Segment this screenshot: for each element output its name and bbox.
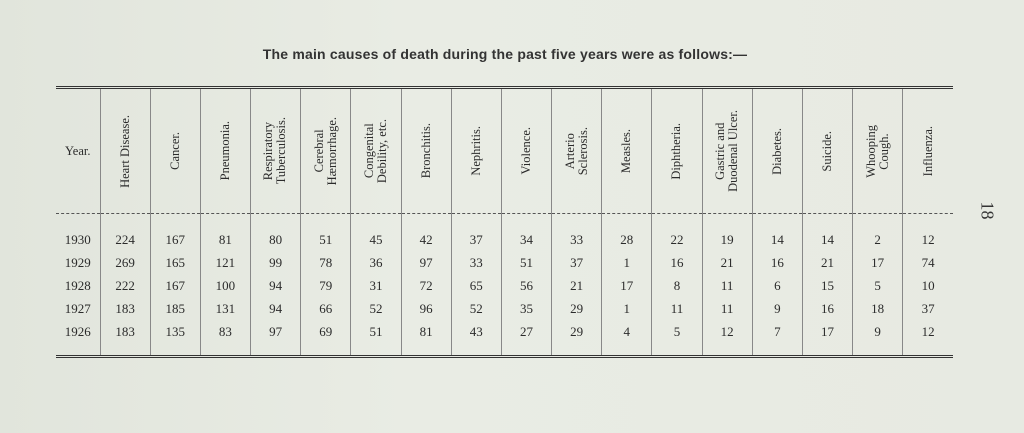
- value-cell: 9: [853, 320, 903, 357]
- value-cell: 81: [401, 320, 451, 357]
- value-cell: 66: [301, 297, 351, 320]
- value-cell: 5: [853, 274, 903, 297]
- year-cell: 1926: [56, 320, 100, 357]
- value-cell: 27: [501, 320, 551, 357]
- value-cell: 28: [602, 214, 652, 252]
- table-row: [56, 297, 953, 320]
- table-row: [56, 214, 953, 252]
- value-cell: 1: [602, 297, 652, 320]
- value-cell: 81: [200, 214, 250, 252]
- value-cell: 14: [752, 214, 802, 252]
- value-cell: 9: [752, 297, 802, 320]
- value-cell: 5: [652, 320, 702, 357]
- value-cell: 35: [501, 297, 551, 320]
- column-header-label: Arterio Sclerosis.: [562, 126, 590, 176]
- value-cell: 100: [200, 274, 250, 297]
- value-cell: 36: [351, 251, 401, 274]
- column-header: [251, 88, 301, 214]
- column-header: [702, 88, 752, 214]
- value-cell: 78: [301, 251, 351, 274]
- value-cell: 18: [853, 297, 903, 320]
- value-cell: 12: [903, 320, 953, 357]
- column-header-label: Cerebral Hæmorrhage.: [311, 116, 339, 186]
- column-header: [802, 88, 852, 214]
- value-cell: 224: [100, 214, 150, 252]
- value-cell: 79: [301, 274, 351, 297]
- value-cell: 17: [802, 320, 852, 357]
- column-header: [602, 88, 652, 214]
- value-cell: 2: [853, 214, 903, 252]
- value-cell: 183: [100, 320, 150, 357]
- value-cell: 37: [451, 214, 501, 252]
- year-column-header: Year.: [56, 88, 100, 214]
- value-cell: 121: [200, 251, 250, 274]
- value-cell: 183: [100, 297, 150, 320]
- value-cell: 167: [150, 274, 200, 297]
- table-body: [56, 214, 953, 357]
- value-cell: 131: [200, 297, 250, 320]
- value-cell: 34: [501, 214, 551, 252]
- value-cell: 43: [451, 320, 501, 357]
- value-cell: 83: [200, 320, 250, 357]
- column-header: [552, 88, 602, 214]
- value-cell: 72: [401, 274, 451, 297]
- value-cell: 16: [802, 297, 852, 320]
- column-header: [351, 88, 401, 214]
- column-header-label: Congenital Debility, etc.: [361, 118, 389, 184]
- value-cell: 51: [301, 214, 351, 252]
- column-header-label: Suicide.: [819, 130, 834, 172]
- value-cell: 52: [451, 297, 501, 320]
- value-cell: 96: [401, 297, 451, 320]
- column-header-label: Whooping Cough.: [863, 124, 891, 178]
- column-header-label: Bronchitis.: [418, 123, 433, 179]
- value-cell: 80: [251, 214, 301, 252]
- value-cell: 12: [702, 320, 752, 357]
- column-header-label: Diabetes.: [769, 127, 784, 175]
- value-cell: 37: [552, 251, 602, 274]
- value-cell: 11: [652, 297, 702, 320]
- column-header-label: Respiratory Tuberculosis.: [261, 117, 289, 185]
- value-cell: 17: [602, 274, 652, 297]
- value-cell: 1: [602, 251, 652, 274]
- value-cell: 21: [802, 251, 852, 274]
- value-cell: 12: [903, 214, 953, 252]
- header-row: [56, 88, 953, 214]
- value-cell: 31: [351, 274, 401, 297]
- column-header: [501, 88, 551, 214]
- column-header: [150, 88, 200, 214]
- year-cell: 1927: [64, 300, 91, 316]
- value-cell: 29: [552, 297, 602, 320]
- column-header-label: Influenza.: [920, 125, 935, 177]
- column-header-label: Pneumonia.: [217, 121, 232, 181]
- value-cell: 45: [351, 214, 401, 252]
- column-header: [200, 88, 250, 214]
- column-header: [903, 88, 953, 214]
- value-cell: 11: [702, 274, 752, 297]
- value-cell: 11: [702, 297, 752, 320]
- value-cell: 19: [702, 214, 752, 252]
- value-cell: 94: [251, 274, 301, 297]
- value-cell: 269: [100, 251, 150, 274]
- value-cell: 185: [150, 297, 200, 320]
- column-header: [652, 88, 702, 214]
- value-cell: 222: [100, 274, 150, 297]
- value-cell: 22: [652, 214, 702, 252]
- value-cell: 94: [251, 297, 301, 320]
- column-header: [451, 88, 501, 214]
- value-cell: 74: [903, 251, 953, 274]
- value-cell: 165: [150, 251, 200, 274]
- value-cell: 8: [652, 274, 702, 297]
- column-header-label: Heart Disease.: [117, 114, 132, 188]
- value-cell: 21: [552, 274, 602, 297]
- value-cell: 97: [401, 251, 451, 274]
- value-cell: 99: [251, 251, 301, 274]
- value-cell: 42: [401, 214, 451, 252]
- column-header-label: Measles.: [619, 128, 634, 174]
- column-header-label: Gastric and Duodenal Ulcer.: [713, 110, 741, 192]
- table-row: [56, 274, 953, 297]
- year-cell: 1928: [64, 277, 91, 293]
- value-cell: 167: [150, 214, 200, 252]
- value-cell: 14: [802, 214, 852, 252]
- table-row: [56, 251, 953, 274]
- value-cell: 17: [853, 251, 903, 274]
- value-cell: 6: [752, 274, 802, 297]
- column-header-label: Diphtheria.: [669, 122, 684, 180]
- value-cell: 16: [752, 251, 802, 274]
- value-cell: 7: [752, 320, 802, 357]
- value-cell: 4: [602, 320, 652, 357]
- column-header: [752, 88, 802, 214]
- value-cell: 65: [451, 274, 501, 297]
- value-cell: 15: [802, 274, 852, 297]
- causes-of-death-table: [56, 86, 953, 358]
- value-cell: 33: [451, 251, 501, 274]
- value-cell: 135: [150, 320, 200, 357]
- value-cell: 37: [903, 297, 953, 320]
- column-header-label: Violence.: [518, 127, 533, 175]
- value-cell: 56: [501, 274, 551, 297]
- table-title: The main causes of death during the past five years were as follows:—: [262, 46, 748, 62]
- page-number: 18: [977, 201, 998, 220]
- column-header-label: Nephritis.: [468, 126, 483, 176]
- value-cell: 51: [501, 251, 551, 274]
- value-cell: 21: [702, 251, 752, 274]
- value-cell: 69: [301, 320, 351, 357]
- value-cell: 33: [552, 214, 602, 252]
- value-cell: 29: [552, 320, 602, 357]
- value-cell: 51: [351, 320, 401, 357]
- column-header: [401, 88, 451, 214]
- column-header: [100, 88, 150, 214]
- column-header-label: Cancer.: [167, 132, 182, 170]
- table-row: [56, 320, 953, 357]
- value-cell: 52: [351, 297, 401, 320]
- column-header: [853, 88, 903, 214]
- value-cell: 16: [652, 251, 702, 274]
- year-cell: 1930: [64, 231, 91, 247]
- value-cell: 10: [903, 274, 953, 297]
- column-header: [301, 88, 351, 214]
- value-cell: 97: [251, 320, 301, 357]
- year-cell: 1929: [64, 254, 91, 270]
